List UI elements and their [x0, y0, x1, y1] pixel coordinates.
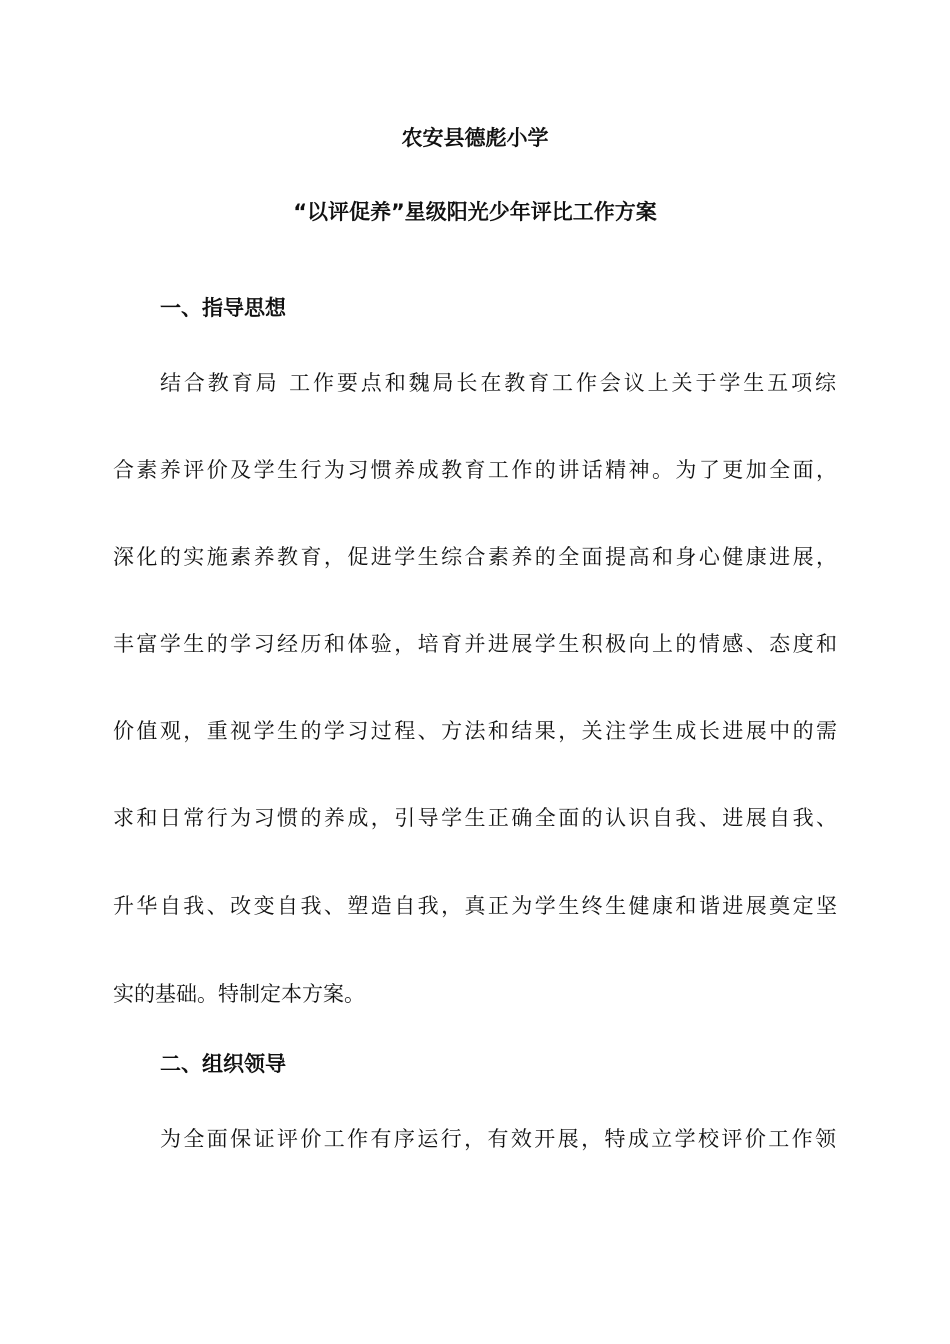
section-heading-organization-leadership: 二、组织领导: [160, 1052, 286, 1076]
paragraph-line: 为全面保证评价工作有序运行，有效开展，特成立学校评价工作领: [160, 1127, 836, 1151]
paragraph-line: 深化的实施素养教育，促进学生综合素养的全面提高和身心健康进展，: [113, 545, 837, 569]
paragraph-line: 结合教育局 工作要点和魏局长在教育工作会议上关于学生五项综: [160, 371, 836, 395]
section-heading-guiding-ideology: 一、指导思想: [160, 296, 286, 320]
paragraph-line: 价值观，重视学生的学习过程、方法和结果，关注学生成长进展中的需: [113, 719, 837, 743]
paragraph-line: 升华自我、改变自我、塑造自我，真正为学生终生健康和谐进展奠定坚: [113, 894, 837, 918]
paragraph-line: 求和日常行为习惯的养成，引导学生正确全面的认识自我、进展自我、: [113, 806, 837, 830]
paragraph-line: 实的基础。特制定本方案。: [113, 982, 365, 1006]
paragraph-line: 丰富学生的学习经历和体验，培育并进展学生积极向上的情感、态度和: [113, 632, 837, 656]
document-title-plan: “以评促养”星级阳光少年评比工作方案: [293, 200, 657, 224]
document-title-school: 农安县德彪小学: [401, 126, 549, 150]
paragraph-line: 合素养评价及学生行为习惯养成教育工作的讲话精神。为了更加全面，: [113, 458, 837, 482]
